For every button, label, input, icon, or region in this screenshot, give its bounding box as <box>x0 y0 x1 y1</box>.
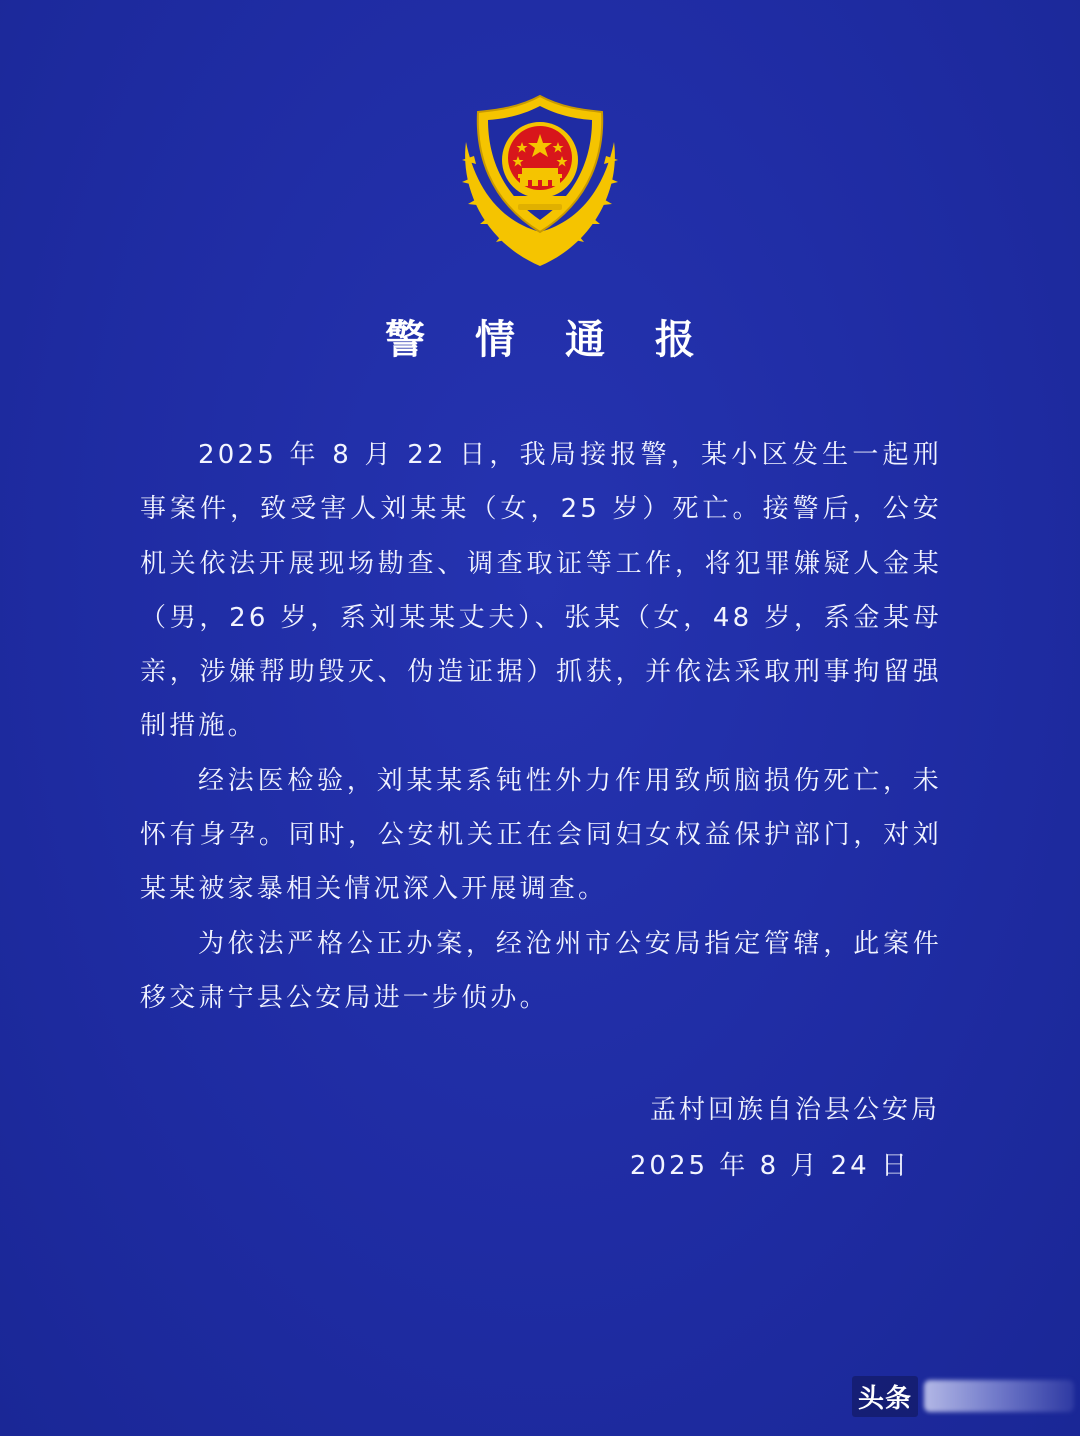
signature-block <box>630 1082 940 1194</box>
issuing-organization: 孟村回族自治县公安局 <box>649 1095 940 1125</box>
police-emblem-icon <box>456 92 624 270</box>
notice-body <box>140 428 942 1025</box>
notice-title: 警 情 通 报 <box>385 316 713 363</box>
watermark-source-label: 头条 <box>852 1376 918 1417</box>
source-watermark <box>852 1374 1074 1418</box>
paragraph-incident: 2025 年 8 月 22 日，我局接报警，某小区发生一起刑事案件，致受害人刘某某（女，25 岁）死亡。接警后，公安机关依法开展现场勘查、调查取证等工作，将犯罪嫌疑人金某（男，26 岁，系刘某某丈夫）、张某（女，48 岁，系金某母亲，涉嫌帮助毁灭、伪造证据）抓获，并依法采取刑事拘留强制措施。 <box>140 440 942 742</box>
paragraph-jurisdiction: 为依法严格公正办案，经沧州市公安局指定管辖，此案件移交肃宁县公安局进一步侦办。 <box>140 928 942 1013</box>
paragraph-forensic: 经法医检验，刘某某系钝性外力作用致颅脑损伤死亡，未怀有身孕。同时，公安机关正在会同妇女权益保护部门，对刘某某被家暴相关情况深入开展调查。 <box>140 765 942 905</box>
issue-date: 2025 年 8 月 24 日 <box>629 1151 910 1181</box>
watermark-blurred-account <box>924 1380 1074 1412</box>
